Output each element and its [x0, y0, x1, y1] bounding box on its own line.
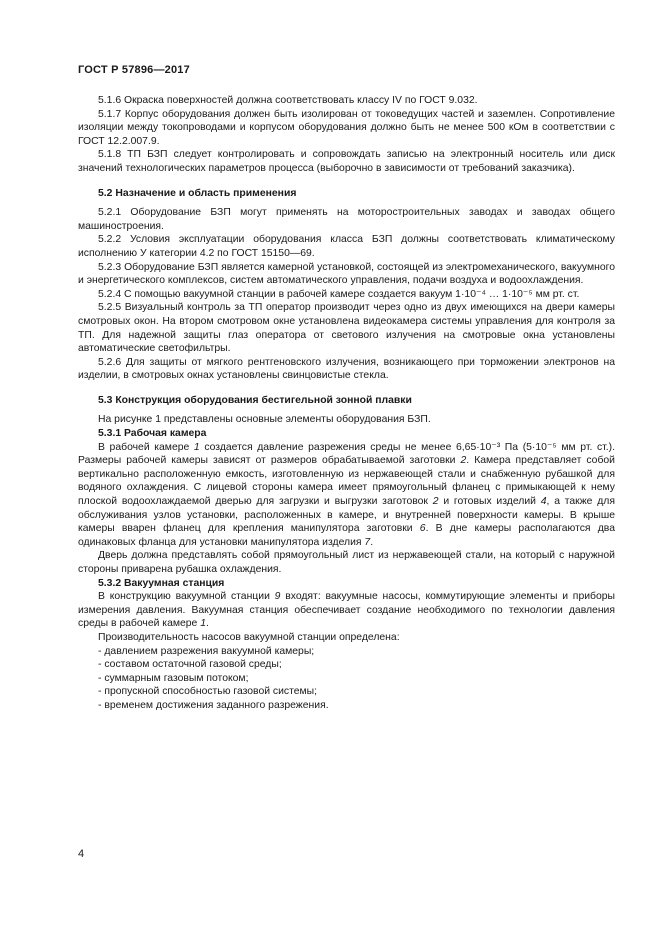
reference-number: 6: [419, 523, 426, 535]
paragraph-5-2-3: 5.2.3 Оборудование БЗП является камерной установкой, состоящей из электромеханического, вакуумного и энергетического комплексов, систем автоматического управления, подачи воздуха и водоохлаждения.: [78, 261, 615, 287]
paragraph-5-1-6: 5.1.6 Окраска поверхностей должна соответствовать классу IV по ГОСТ 9.032.: [98, 95, 478, 106]
text-run: В конструкцию вакуумной станции: [98, 591, 275, 603]
document-header: ГОСТ Р 57896—2017: [78, 64, 190, 76]
list-item: - временем достижения заданного разрежения.: [98, 699, 615, 713]
text-run: входят: вакуумные насосы, коммутирующие элементы и приборы измерения давления. Вакуумная станция обеспечивает создание необходимого по технологии давления среды в рабочей камере: [78, 591, 615, 630]
subsection-heading-5-3-2: 5.3.2 Вакуумная станция: [98, 577, 225, 589]
section-heading-5-3: 5.3 Конструкция оборудования бестигельной зонной плавки: [98, 394, 412, 406]
text-run: и готовых изделий: [438, 496, 541, 508]
reference-number: 9: [274, 591, 281, 603]
paragraph-5-1-7: 5.1.7 Корпус оборудования должен быть изолирован от токоведущих частей и заземлен. Сопротивление изоляции между токопроводами и корпусом оборудования должно быть не менее 500 кОм в соответствии с ГОСТ 12.2.007.9.: [78, 108, 615, 147]
reference-number: 1: [200, 618, 206, 630]
paragraph-5-2-4: 5.2.4 С помощью вакуумной станции в рабочей камере создается вакуум 1·10⁻⁴ … 1·10⁻⁵ мм рт. ст.: [98, 288, 580, 300]
text-run: . Камера представляет собой вертикально расположенную емкость, изготовленную из нержавеющей стали и снабженную рубашкой для водяного охлаждения. С лицевой стороны камера имеет прямоугольный фланец с примыкающей к нему плоской водоохлаждаемой дверью для загрузки и выгрузки заготовок: [78, 455, 615, 508]
paragraph-5-3-intro: На рисунке 1 представлены основные элементы оборудования БЗП.: [98, 414, 431, 426]
text-run: создается давление разрежения среды не менее 6,65·10⁻³ Па (5·10⁻⁵ мм рт. ст.). Размеры рабочей камеры зависят от размеров обрабатываемой заготовки: [78, 441, 615, 467]
paragraph-5-2-5: 5.2.5 Визуальный контроль за ТП оператор производит через одно из двух имеющихся на двери камеры смотровых окон. На втором смотровом окне установлена видеокамера системы управления для контроля за ТП. Для надежной защиты глаз оператора от светового излучения на смотровые окна установлены автоматические светофильтры.: [78, 302, 615, 355]
list-item: - пропускной способностью газовой системы;: [98, 685, 615, 699]
paragraph-5-2-6: 5.2.6 Для защиты от мягкого рентгеновского излучения, возникающего при торможении электронов на изделии, в смотровых окнах установлены свинцовистые стекла.: [78, 356, 615, 382]
list-item: - давлением разрежения вакуумной камеры;: [98, 645, 615, 659]
paragraph-5-3-2-b: Производительность насосов вакуумной станции определена:: [98, 631, 400, 643]
paragraph-5-2-1: 5.2.1 Оборудование БЗП могут применять на моторостроительных заводах и заводах общего машиностроения.: [78, 207, 615, 232]
reference-number: 2: [460, 455, 467, 467]
text-run: .: [370, 536, 374, 548]
paragraph-5-3-1-b: Дверь должна представлять собой прямоугольный лист из нержавеющей стали, на который с наружной стороны приварена рубашка охлаждения.: [78, 550, 615, 575]
paragraph-5-3-2-a: [78, 590, 615, 631]
paragraph-5-3-1-a: [78, 441, 615, 550]
reference-number: 1: [193, 441, 200, 453]
text-run: . В дне камеры располагаются два одинаковых фланца для установки манипулятора изделия: [78, 523, 615, 548]
reference-number: 7: [364, 536, 371, 548]
reference-number: 4: [540, 496, 547, 508]
list-item: - суммарным газовым потоком;: [98, 672, 615, 686]
paragraph-5-2-2: 5.2.2 Условия эксплуатации оборудования класса БЗП должны соответствовать климатическому исполнению У категории 4.2 по ГОСТ 15150—69.: [78, 234, 615, 259]
text-run: , а также для обслуживания узлов установки, расположенных в камере, и внутренней поверхности камеры. В крыше камеры вварен фланец для крепления манипулятора заготовки: [78, 496, 615, 535]
section-heading-5-2: 5.2 Назначение и область применения: [98, 187, 297, 199]
document-body: [78, 94, 615, 713]
pump-performance-list: [78, 645, 615, 713]
paragraph-5-1-8: 5.1.8 ТП БЗП следует контролировать и сопровождать записью на электронный носитель или диск значений технологических параметров процесса (выборочно в зависимости от требований заказчика).: [78, 149, 615, 174]
reference-number: 2: [432, 496, 439, 508]
list-item: - составом остаточной газовой среды;: [98, 658, 615, 672]
text-run: .: [206, 618, 209, 630]
subsection-heading-5-3-1: 5.3.1 Рабочая камера: [98, 428, 207, 440]
text-run: В рабочей камере: [98, 441, 194, 453]
page-number: 4: [78, 848, 85, 860]
